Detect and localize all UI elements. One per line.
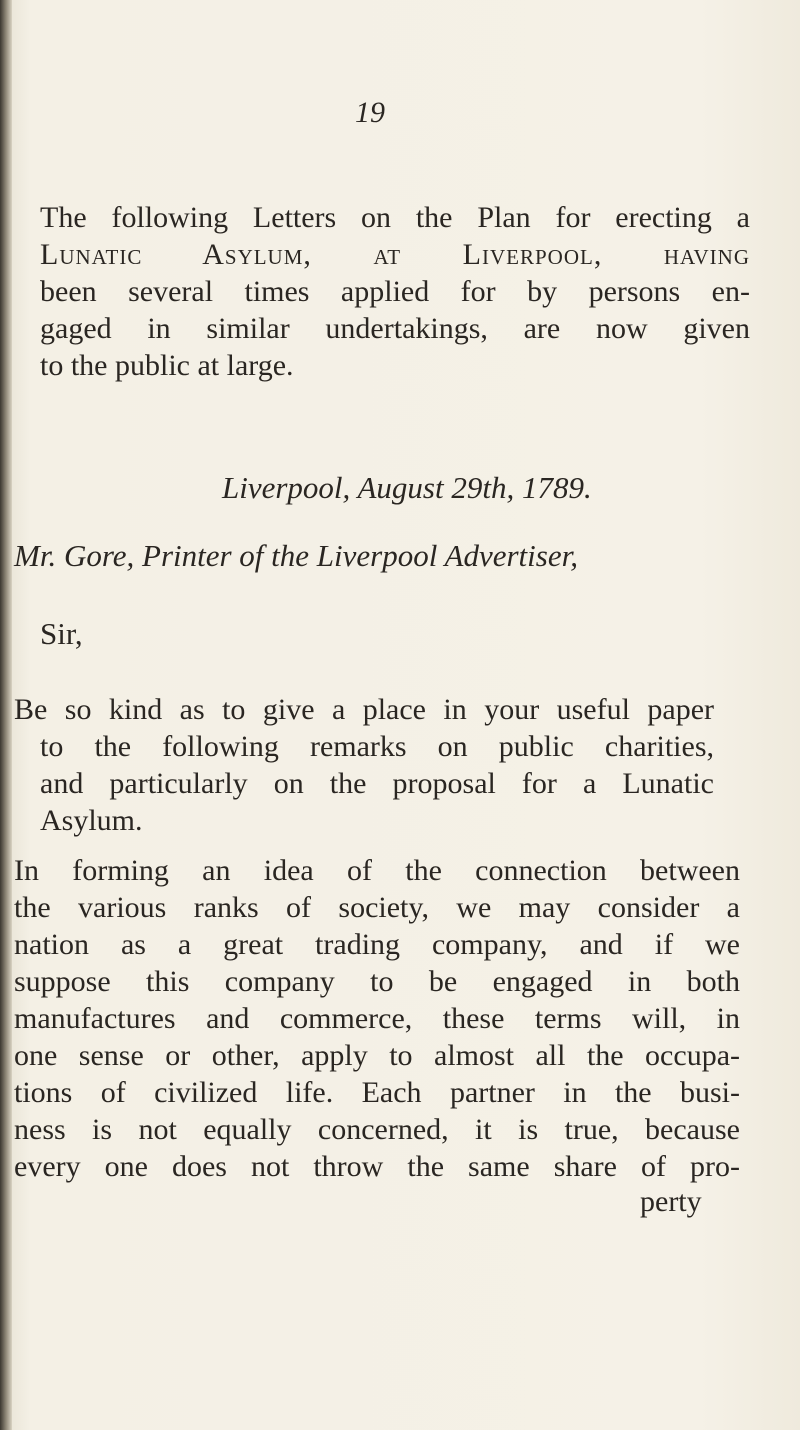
intro-line: to the public at large. <box>40 349 294 382</box>
letter-address: Mr. Gore, Printer of the Liverpool Advertiser, <box>14 538 578 573</box>
page-gutter-shadow <box>0 0 12 1430</box>
body-line: tions of civilized life. Each partner in the busi- <box>14 1076 740 1109</box>
request-paragraph <box>14 691 714 839</box>
request-line: Asylum. <box>40 804 143 837</box>
salutation: Sir, <box>40 616 83 651</box>
request-line: to the following remarks on public charities, <box>40 730 714 763</box>
body-line: nation as a great trading company, and if we <box>14 928 740 961</box>
intro-line: been several times applied for by persons en- <box>40 275 750 308</box>
catchword: perty <box>640 1185 702 1218</box>
intro-paragraph <box>40 199 750 384</box>
intro-line: The following Letters on the Plan for erecting a <box>40 201 750 234</box>
body-line: manufactures and commerce, these terms will, in <box>14 1002 740 1035</box>
body-line: suppose this company to be engaged in both <box>14 965 740 998</box>
page-number: 19 <box>355 96 385 129</box>
intro-line: Lunatic Asylum, at Liverpool, having <box>40 238 750 271</box>
request-line: and particularly on the proposal for a Lunatic <box>40 767 714 800</box>
body-line: the various ranks of society, we may consider a <box>14 891 740 924</box>
body-line: In forming an idea of the connection between <box>14 854 740 887</box>
body-line: every one does not throw the same share of pro- <box>14 1150 740 1183</box>
body-line: ness is not equally concerned, it is true, because <box>14 1113 740 1146</box>
request-line: Be so kind as to give a place in your useful paper <box>14 693 714 726</box>
body-line: one sense or other, apply to almost all the occupa- <box>14 1039 740 1072</box>
dateline: Liverpool, August 29th, 1789. <box>222 470 592 505</box>
body-paragraph <box>14 852 740 1185</box>
intro-line: gaged in similar undertakings, are now given <box>40 312 750 345</box>
